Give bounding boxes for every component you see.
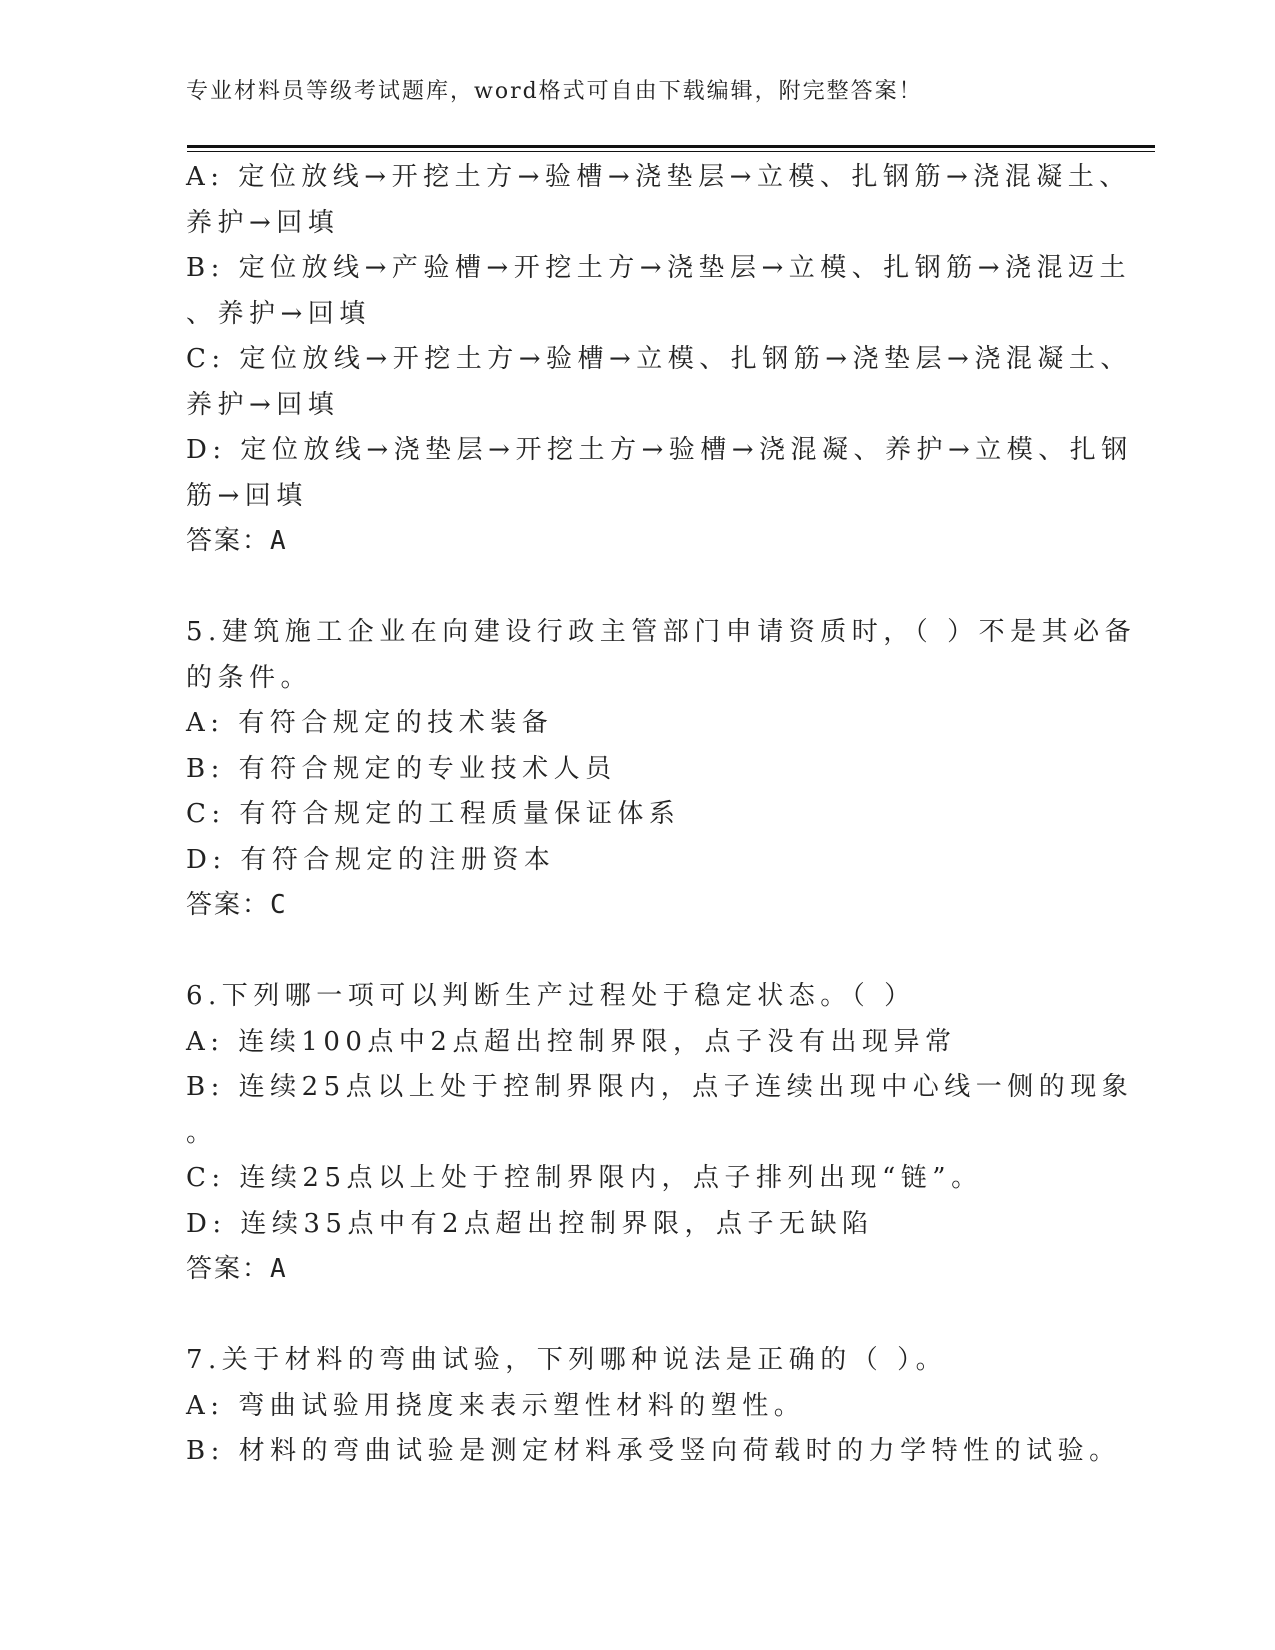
q6-answer xyxy=(186,1247,1086,1293)
q5-answer xyxy=(186,883,1086,929)
q5-question-line2: 的条件。 xyxy=(186,662,313,693)
q4-answer xyxy=(186,519,1086,565)
q4-option-a-line2: 养护→回填 xyxy=(186,207,340,238)
spacer xyxy=(186,929,1086,975)
q4-option-a-line1: A: 定位放线→开挖土方→验槽→浇垫层→立模、扎钢筋→浇混凝土、 xyxy=(186,162,1131,192)
q5-option-a: A: 有符合规定的技术装备 xyxy=(186,708,554,738)
q4-option-c-line2: 养护→回填 xyxy=(186,389,340,420)
q7-question: 7.关于材料的弯曲试验，下列哪种说法是正确的（ ）。 xyxy=(186,1345,948,1375)
q5-option-b: B: 有符合规定的专业技术人员 xyxy=(186,753,617,784)
q4-option-c-line1: C: 定位放线→开挖土方→验槽→立模、扎钢筋→浇垫层→浇混凝土、 xyxy=(186,344,1132,374)
q4-option-d-line2: 筋→回填 xyxy=(186,480,308,511)
q7-option-b: B: 材料的弯曲试验是测定材料承受竖向荷载时的力学特性的试验。 xyxy=(186,1436,1121,1466)
q6-question: 6.下列哪一项可以判断生产过程处于稳定状态。（ ） xyxy=(186,981,916,1011)
header-rule-thin xyxy=(187,151,1155,152)
q6-answer-label: 答案： xyxy=(186,1254,271,1284)
q4-option-b-line1: B: 定位放线→产验槽→开挖土方→浇垫层→立模、扎钢筋→浇混迈土 xyxy=(186,253,1132,283)
spacer xyxy=(186,565,1086,611)
q4-option-b-line2: 、养护→回填 xyxy=(186,298,371,329)
q6-option-c: C: 连续25点以上处于控制界限内，点子排列出现“链”。 xyxy=(186,1163,983,1193)
q6-answer-value: A xyxy=(270,1254,288,1284)
q6-option-a: A: 连续100点中2点超出控制界限，点子没有出现异常 xyxy=(186,1026,957,1057)
q6-option-b-line1: B: 连续25点以上处于控制界限内，点子连续出现中心线一侧的现象 xyxy=(186,1072,1134,1102)
q6-option-d: D: 连续35点中有2点超出控制界限，点子无缺陷 xyxy=(186,1208,874,1239)
q5-option-c: C: 有符合规定的工程质量保证体系 xyxy=(186,799,681,829)
q7-option-a: A: 弯曲试验用挠度来表示塑性材料的塑性。 xyxy=(186,1390,806,1421)
q5-answer-label: 答案： xyxy=(186,890,271,920)
header-rule-thick xyxy=(187,145,1155,148)
q4-answer-value: A xyxy=(270,526,288,556)
q6-option-b-line2: 。 xyxy=(186,1117,218,1148)
q4-option-d-line1: D: 定位放线→浇垫层→开挖土方→验槽→浇混凝、养护→立模、扎钢 xyxy=(186,435,1133,465)
q4-answer-label: 答案： xyxy=(186,526,271,556)
q5-question-line1: 5.建筑施工企业在向建设行政主管部门申请资质时，（ ）不是其必备 xyxy=(186,617,1137,647)
page-header: 专业材料员等级考试题库，word格式可自由下载编辑，附完整答案！ xyxy=(186,79,923,104)
spacer xyxy=(186,1293,1086,1339)
q5-answer-value: C xyxy=(270,890,288,920)
document-body xyxy=(186,155,1137,1475)
q5-option-d: D: 有符合规定的注册资本 xyxy=(186,844,556,875)
